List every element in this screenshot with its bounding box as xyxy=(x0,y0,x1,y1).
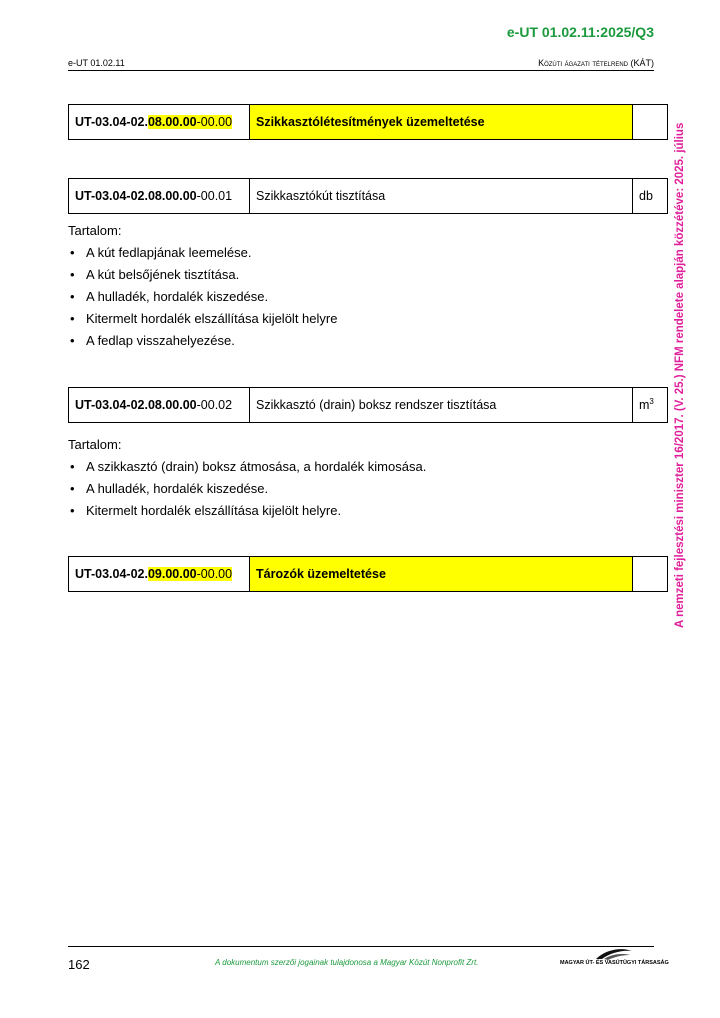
item-title: Tározók üzemeltetése xyxy=(250,557,633,592)
content-block-2 xyxy=(68,437,426,525)
item-table-1 xyxy=(68,104,668,140)
item-unit: db xyxy=(633,179,668,214)
item-unit xyxy=(633,557,668,592)
item-table-3 xyxy=(68,387,668,423)
page-number: 162 xyxy=(68,957,90,972)
header-left: e-UT 01.02.11 xyxy=(68,58,125,68)
item-table-2 xyxy=(68,178,668,214)
header-right: Közúti ágazati tételrend (KÁT) xyxy=(538,58,654,68)
content-label: Tartalom: xyxy=(68,437,122,452)
society-logo xyxy=(560,947,669,969)
list-item: • A kút belsőjének tisztítása. xyxy=(68,267,337,282)
item-unit xyxy=(633,105,668,140)
content-label: Tartalom: xyxy=(68,223,122,238)
bullet-list xyxy=(68,245,337,348)
document-code: e-UT 01.02.11:2025/Q3 xyxy=(506,24,654,40)
item-unit: $m^3$ xyxy=(633,388,668,423)
item-code: UT-03.04-02.08.00.00-00.00 xyxy=(69,105,250,140)
item-code: UT-03.04-02.08.00.00-00.01 xyxy=(69,179,250,214)
list-item: • A fedlap visszahelyezése. xyxy=(68,333,337,348)
list-item: • A kút fedlapjának leemelése. xyxy=(68,245,337,260)
list-item: • A hulladék, hordalék kiszedése. xyxy=(68,289,337,304)
item-code: UT-03.04-02.08.00.00-00.02 xyxy=(69,388,250,423)
list-item: • A szikkasztó (drain) boksz átmosása, a hordalék kimosása. xyxy=(68,459,426,474)
item-title: Szikkasztó (drain) boksz rendszer tisztítása xyxy=(250,388,633,423)
page-header xyxy=(68,58,654,71)
logo-text: MAGYAR ÚT- ÉS VASÚTÜGYI TÁRSASÁG xyxy=(560,960,669,966)
list-item: • Kitermelt hordalék elszállítása kijelölt helyre. xyxy=(68,503,426,518)
copyright-note: A dokumentum szerzői jogainak tulajdonosa a Magyar Közút Nonprofit Zrt. xyxy=(215,958,479,967)
list-item: • A hulladék, hordalék kiszedése. xyxy=(68,481,426,496)
bullet-list xyxy=(68,459,426,518)
content-block-1 xyxy=(68,223,337,355)
item-title: Szikkasztókút tisztítása xyxy=(250,179,633,214)
logo-swoosh-icon xyxy=(594,947,634,961)
item-code: UT-03.04-02.09.00.00-00.00 xyxy=(69,557,250,592)
item-title: Szikkasztólétesítmények üzemeltetése xyxy=(250,105,633,140)
side-note-text: A nemzeti fejlesztési miniszter 16/2017. (V. 25.) NFM rendelete alapján közzétéve: 2025. július xyxy=(674,122,686,628)
list-item: • Kitermelt hordalék elszállítása kijelölt helyre xyxy=(68,311,337,326)
item-table-4 xyxy=(68,556,668,592)
